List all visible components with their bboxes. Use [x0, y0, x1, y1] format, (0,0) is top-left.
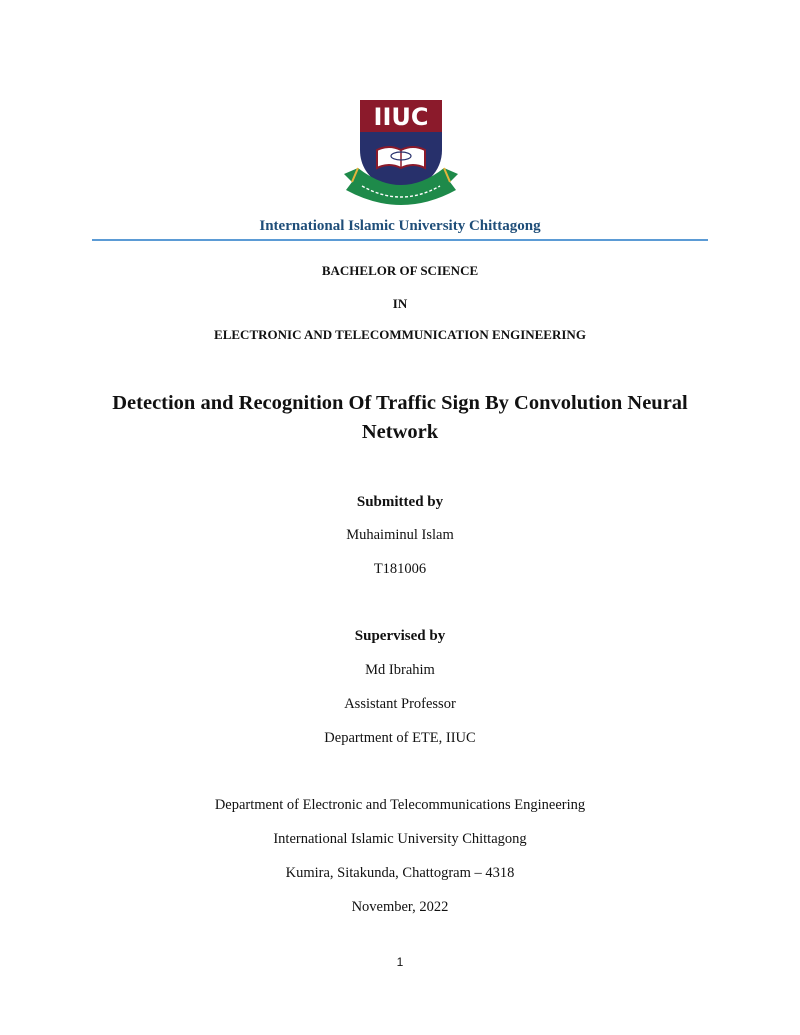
institution-address: Kumira, Sitakunda, Chattogram – 4318	[285, 865, 515, 881]
supervisor-name: Md Ibrahim	[365, 662, 435, 678]
supervisor-designation: Assistant Professor	[344, 696, 456, 712]
header-divider	[92, 239, 708, 241]
supervised-by-label: Supervised by	[354, 628, 446, 644]
student-name: Muhaiminul Islam	[346, 527, 454, 543]
submitted-by-label: Submitted by	[356, 494, 444, 510]
degree-line-2: IN	[392, 296, 408, 311]
page-number: 1	[396, 955, 404, 969]
degree-line-1: BACHELOR OF SCIENCE	[321, 263, 479, 278]
supervisor-department: Department of ETE, IIUC	[324, 730, 476, 746]
university-logo	[340, 98, 462, 214]
institution-department: Department of Electronic and Telecommunications Engineering	[214, 797, 586, 813]
student-id: T181006	[373, 561, 427, 577]
thesis-title-line-1: Detection and Recognition Of Traffic Sign By Convolution Neural	[112, 392, 688, 414]
logo-acronym: IIUC	[373, 103, 429, 131]
degree-line-3: ELECTRONIC AND TELECOMMUNICATION ENGINEERING	[214, 327, 586, 342]
thesis-title-line-2: Network	[361, 421, 439, 443]
submission-date: November, 2022	[351, 899, 449, 915]
institution-university: International Islamic University Chittagong	[273, 831, 527, 847]
university-name: International Islamic University Chittagong	[259, 218, 541, 234]
